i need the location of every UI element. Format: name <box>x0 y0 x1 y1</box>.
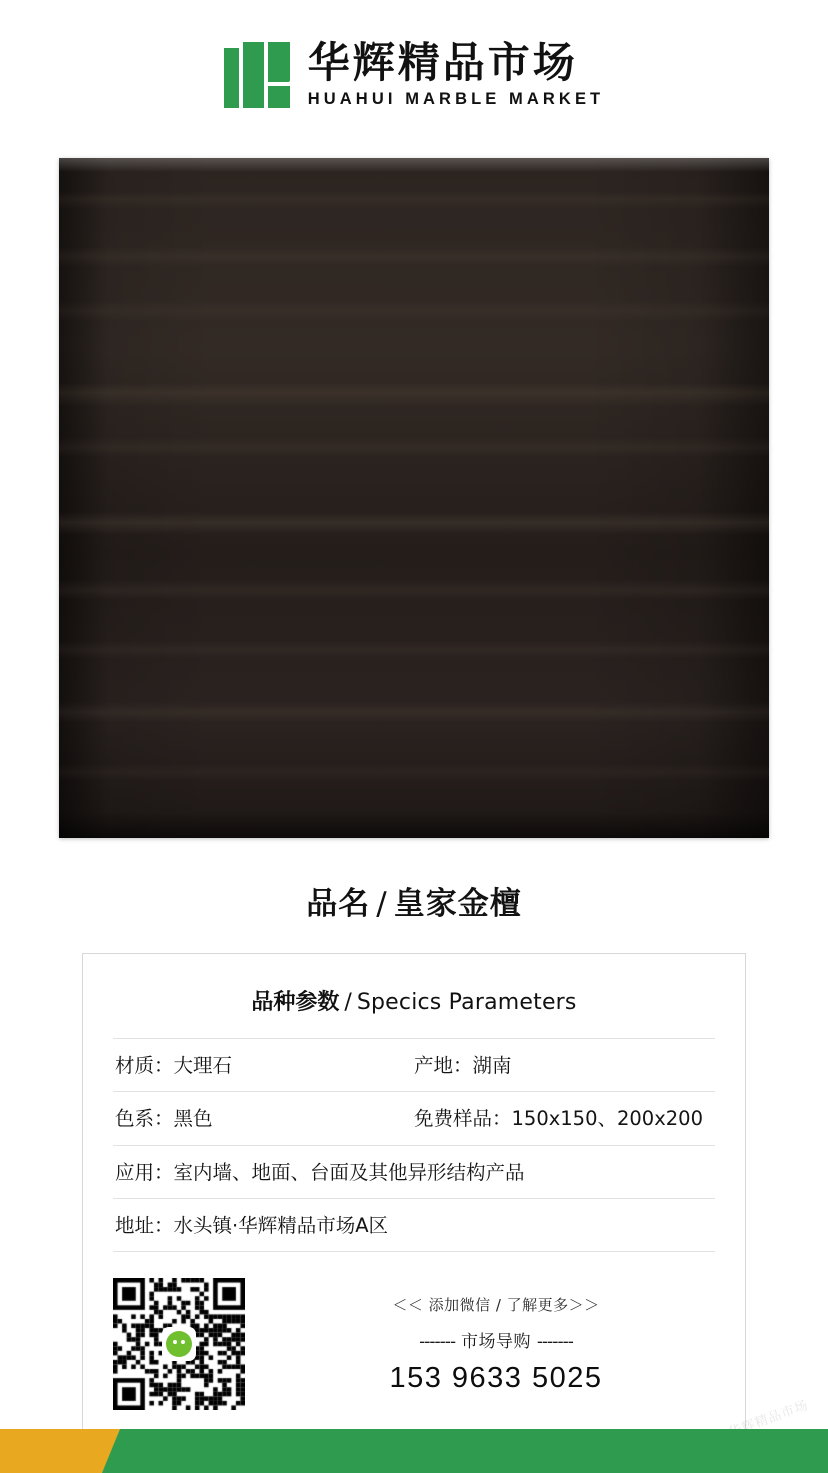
param-origin <box>414 1053 713 1078</box>
guide-label: 市场导购 <box>461 1331 531 1352</box>
product-title <box>0 878 828 923</box>
wechat-prompt: ＜＜ 添加微信 / 了解更多＞＞ <box>392 1295 600 1314</box>
brand-name-cn: 华辉精品市场 <box>307 37 578 87</box>
footer-bar <box>0 1429 828 1473</box>
contact-text <box>271 1294 715 1395</box>
param-value: 水头镇·华辉精品市场A区 <box>173 1214 389 1238</box>
product-title-label: 品名 <box>306 886 371 922</box>
parameters-title-cn: 品种参数 <box>251 990 340 1015</box>
param-label: 应用： <box>115 1160 174 1184</box>
param-material <box>115 1053 414 1078</box>
param-label: 色系： <box>115 1107 174 1131</box>
parameters-card <box>82 953 746 1437</box>
table-row <box>113 1145 715 1198</box>
param-label: 免费样品： <box>414 1107 512 1131</box>
product-title-separator: / <box>376 886 388 922</box>
footer-accent-yellow <box>0 1429 120 1473</box>
product-title-value: 皇家金檀 <box>393 886 522 922</box>
parameters-title-en: Specics Parameters <box>356 990 577 1015</box>
param-label: 地址： <box>115 1214 174 1238</box>
parameters-card-title <box>83 985 745 1016</box>
param-value: 湖南 <box>472 1054 512 1077</box>
product-image <box>59 158 769 838</box>
image-bottom-shadow <box>59 812 769 838</box>
watermark: 华辉精品市场 <box>726 1397 811 1441</box>
wechat-icon <box>162 1327 196 1361</box>
qr-code-icon[interactable] <box>113 1278 245 1410</box>
parameters-table <box>113 1038 715 1252</box>
table-row <box>113 1091 715 1144</box>
brand-text <box>307 37 605 109</box>
table-row <box>113 1038 715 1091</box>
guide-dash-left: ------- <box>419 1331 456 1352</box>
table-row <box>113 1198 715 1252</box>
contact-block <box>113 1278 715 1410</box>
param-free-sample <box>414 1106 713 1131</box>
param-address <box>115 1213 713 1238</box>
param-value: 室内墙、地面、台面及其他异形结构产品 <box>173 1160 525 1184</box>
guide-dash-right: ------- <box>536 1331 573 1352</box>
param-color <box>115 1106 414 1131</box>
footer-accent-green <box>102 1429 828 1473</box>
param-value: 黑色 <box>173 1107 213 1131</box>
image-top-sheen <box>59 158 769 172</box>
huahui-logo-icon <box>224 42 290 108</box>
page-header <box>0 0 828 150</box>
param-application <box>115 1160 713 1185</box>
market-guide-line <box>277 1327 715 1352</box>
param-value: 150x150、200x200 <box>511 1107 703 1131</box>
phone-number[interactable]: 153 9633 5025 <box>389 1361 603 1394</box>
param-label: 材质： <box>115 1054 174 1077</box>
param-label: 产地： <box>414 1054 473 1077</box>
parameters-title-separator: / <box>344 990 352 1015</box>
param-value: 大理石 <box>173 1054 233 1077</box>
brand-name-en: HUAHUI MARBLE MARKET <box>307 90 605 109</box>
stone-texture <box>59 158 769 838</box>
